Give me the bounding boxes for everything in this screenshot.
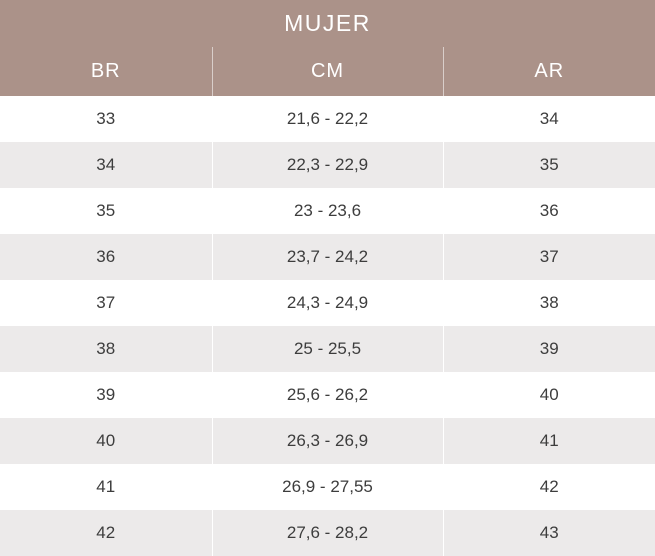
table-row	[0, 234, 655, 280]
cell-cm: 22,3 - 22,9	[212, 142, 443, 188]
cell-cm: 21,6 - 22,2	[212, 96, 443, 142]
cell-cm: 23 - 23,6	[212, 188, 443, 234]
table-title: MUJER	[0, 0, 655, 47]
cell-ar: 34	[443, 96, 655, 142]
table-row	[0, 142, 655, 188]
cell-ar: 41	[443, 418, 655, 464]
cell-cm: 27,6 - 28,2	[212, 510, 443, 556]
table-row	[0, 188, 655, 234]
cell-cm: 25 - 25,5	[212, 326, 443, 372]
cell-ar: 37	[443, 234, 655, 280]
cell-cm: 23,7 - 24,2	[212, 234, 443, 280]
cell-ar: 38	[443, 280, 655, 326]
cell-br: 34	[0, 142, 212, 188]
cell-br: 42	[0, 510, 212, 556]
table-row	[0, 510, 655, 556]
table-row	[0, 96, 655, 142]
cell-br: 39	[0, 372, 212, 418]
table-row	[0, 418, 655, 464]
column-header-br: BR	[0, 47, 212, 96]
cell-cm: 26,3 - 26,9	[212, 418, 443, 464]
table-title-row	[0, 0, 655, 47]
table-row	[0, 326, 655, 372]
cell-cm: 24,3 - 24,9	[212, 280, 443, 326]
cell-ar: 39	[443, 326, 655, 372]
cell-cm: 25,6 - 26,2	[212, 372, 443, 418]
cell-br: 38	[0, 326, 212, 372]
cell-br: 41	[0, 464, 212, 510]
cell-cm: 26,9 - 27,55	[212, 464, 443, 510]
table-row	[0, 280, 655, 326]
cell-ar: 40	[443, 372, 655, 418]
column-header-ar: AR	[443, 47, 655, 96]
cell-ar: 36	[443, 188, 655, 234]
cell-ar: 43	[443, 510, 655, 556]
cell-br: 35	[0, 188, 212, 234]
cell-br: 37	[0, 280, 212, 326]
table-row	[0, 464, 655, 510]
cell-ar: 35	[443, 142, 655, 188]
table-header-row	[0, 47, 655, 96]
column-header-cm: CM	[212, 47, 443, 96]
cell-br: 40	[0, 418, 212, 464]
cell-br: 36	[0, 234, 212, 280]
cell-ar: 42	[443, 464, 655, 510]
table-row	[0, 372, 655, 418]
cell-br: 33	[0, 96, 212, 142]
